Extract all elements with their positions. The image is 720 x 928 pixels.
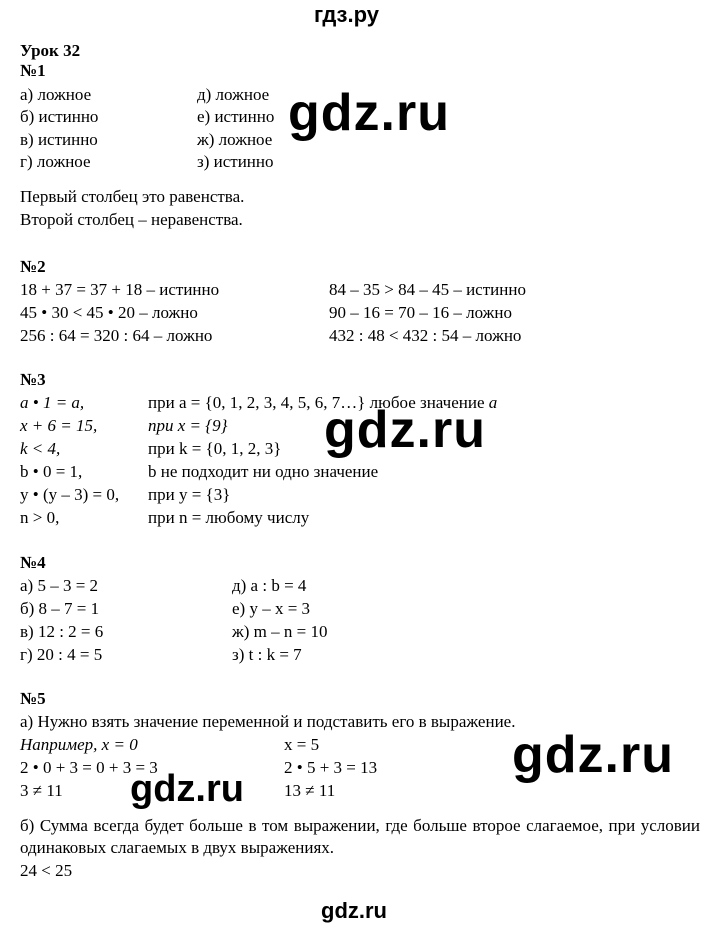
task5-example: 2 • 5 + 3 = 13 — [284, 758, 378, 777]
task1-note: Первый столбец это равенства. — [20, 187, 245, 206]
task5-example: Например, x = 0 — [20, 735, 138, 754]
task1-answer: з) истинно — [197, 152, 274, 171]
task4-item: г) 20 : 4 = 5 — [20, 645, 103, 664]
task3-condition: при x = {9} — [148, 416, 228, 435]
watermark-logo: gdz.ru — [512, 726, 674, 784]
task3-expression: b • 0 = 1, — [20, 462, 83, 481]
task2-item: 84 – 35 > 84 – 45 – истинно — [329, 280, 526, 299]
task3-number: №3 — [20, 370, 46, 389]
task1-answer: г) ложное — [20, 152, 91, 171]
task1-answer: е) истинно — [197, 107, 275, 126]
task3-condition-text: при a = {0, 1, 2, 3, 4, 5, 6, 7…} любое значение — [148, 393, 489, 412]
task3-expression: a • 1 = a, — [20, 393, 85, 412]
task4-item: б) 8 – 7 = 1 — [20, 599, 100, 618]
task4-number: №4 — [20, 553, 46, 572]
task3-expression: n > 0, — [20, 508, 60, 527]
task3-condition-var: a — [488, 393, 498, 412]
task1-answer: а) ложное — [20, 85, 92, 104]
task1-note: Второй столбец – неравенства. — [20, 210, 243, 229]
task3-expression: x + 6 = 15, — [20, 416, 98, 435]
task3-condition: при y = {3} — [148, 485, 231, 504]
task3-condition: при k = {0, 1, 2, 3} — [148, 439, 282, 458]
task5-example: 3 ≠ 11 — [20, 781, 63, 800]
task3-expression: y • (y – 3) = 0, — [20, 485, 120, 504]
task2-item: 45 • 30 < 45 • 20 – ложно — [20, 303, 198, 322]
task1-answer: б) истинно — [20, 107, 99, 126]
task3-condition: b не подходит ни одно значение — [148, 462, 379, 481]
watermark-logo: gdz.ru — [130, 768, 244, 810]
task2-number: №2 — [20, 257, 46, 276]
task1-answer: в) истинно — [20, 130, 98, 149]
task5-example: 13 ≠ 11 — [284, 781, 336, 800]
task2-item: 18 + 37 = 37 + 18 – истинно — [20, 280, 220, 299]
task1-number: №1 — [20, 61, 46, 80]
task5-last-line: 24 < 25 — [20, 861, 73, 880]
task4-item: е) y – x = 3 — [232, 599, 311, 618]
watermark-logo: gdz.ru — [324, 401, 486, 459]
task4-item: ж) m – n = 10 — [232, 622, 328, 641]
task1-answer: д) ложное — [197, 85, 270, 104]
lesson-title: Урок 32 — [20, 41, 81, 60]
site-footer: gdz.ru — [321, 898, 387, 923]
task4-item: д) a : b = 4 — [232, 576, 307, 595]
task5-line-a: а) Нужно взять значение переменной и подставить его в выражение. — [20, 712, 516, 731]
task5-number: №5 — [20, 689, 46, 708]
watermark-logo: gdz.ru — [288, 84, 450, 142]
site-header: гдз.ру — [314, 2, 379, 27]
task2-item: 90 – 16 = 70 – 16 – ложно — [329, 303, 512, 322]
task5-example: x = 5 — [284, 735, 320, 754]
task2-item: 256 : 64 = 320 : 64 – ложно — [20, 326, 213, 345]
task5-line-b: б) Сумма всегда будет больше в том выражении, где больше второе слагаемое, при условии одинаковых слагаемых в двух выражениях. — [20, 816, 700, 857]
task3-condition: при n = любому числу — [148, 508, 310, 527]
task4-item: з) t : k = 7 — [232, 645, 302, 664]
task3-expression: k < 4, — [20, 439, 61, 458]
task2-item: 432 : 48 < 432 : 54 – ложно — [329, 326, 522, 345]
task4-item: а) 5 – 3 = 2 — [20, 576, 99, 595]
task1-answer: ж) ложное — [197, 130, 273, 149]
task5-example: 2 • 0 + 3 = 0 + 3 = 3 — [20, 758, 158, 777]
task4-item: в) 12 : 2 = 6 — [20, 622, 104, 641]
